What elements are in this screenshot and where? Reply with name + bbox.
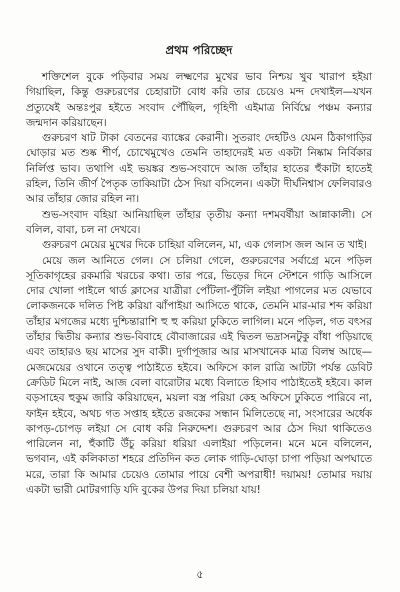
body-text bbox=[26, 70, 372, 498]
paragraph: শুভ-সংবাদ বহিয়া আনিয়াছিল তাঁহার তৃতীয় কন্যা দশমবর্ষীয়া আন্নাকালী। সে বলিল, বাবা, চল না দেখবে। bbox=[26, 208, 372, 236]
paragraph: গুরুচরণ মেয়ের মুখের দিকে চাহিয়া বলিলেন, মা, এক গেলাস জল আন ত খাই। bbox=[42, 239, 367, 252]
paragraph: মেয়ে জল আনিতে গেল। সে চলিয়া গেলে, গুরুচরণের সর্বাগ্রে মনে পড়িল সূতিকাগৃহের রকমারি খরচের কথা। তার পরে, ভিড়ের দিনে স্টেশনে গাড়ি আসিলে দোর খোলা পাইলে থার্ড ক্লাসের যাত্রীরা পোঁটলা-পুঁটলি লইয়া পাগলের মত যেভাবে লোকজনকে দলিত পিষ্ট করিয়া ঝাঁপাইয়া আসিতে থাকে, তেমনি মার-মার শব্দ করিয়া তাঁহার মগজের মধ্যে দুশ্চিন্তারাশি হু হু করিয়া ঢুকিতে লাগিল। মনে পড়িল, গত বৎসর তাঁহার দ্বিতীয় কন্যার শুভ-বিবাহে বৌবাজারের এই দ্বিতল ভদ্রাসনটুকু বাঁধা পড়িয়াছে এবং তাহারও ছয় মাসের সুদ বাকী। দুর্গাপূজার আর মাসখানেক মাত্র বিলম্ব আছে—মেজমেয়ের ওখানে তত্ত্ব পাঠাইতে হইবে। অফিসে কাল রাত্রি আটটা পর্যন্ত ডেবিট ক্রেডিট মিলে নাই, আজ বেলা বারোটার মধ্যে বিলাতে হিসাব পাঠাইতেই হইবে। কাল বড়সাহেব হুকুম জারি করিয়াছেন, ময়লা বস্ত্র পরিয়া কেহ অফিসে ঢুকিতে পারিবে না, ফাইন হইবে, অথচ গত সপ্তাহ হইতে রজকের সন্ধান মিলিতেছে না, সংসারের অর্ধেক কাপড়-চোপড় লইয়া সে বোধ করি নিরুদ্দেশ। গুরুচরণ আর ঠেস দিয়া থাকিতেও পারিলেন না, হুঁকাটি উঁচু করিয়া ধরিয়া এলাইয়া পড়িলেন। মনে মনে বলিলেন, ভগবান, এই কলিকাতা শহরে প্রতিদিন কত লোক গাড়ি-ঘোড়া চাপা পড়িয়া অপঘাতে মরে, তারা কি আমার চেয়েও তোমার পায়ে বেশী অপরাধী! দয়াময়! তোমার দয়ায় একটা ভারী মোটরগাড়ি যদি বুকের উপর দিয়া চলিয়া যায়! bbox=[26, 254, 372, 497]
page-number: ৫ bbox=[196, 568, 204, 581]
chapter-title: প্রথম পরিচ্ছেদ bbox=[165, 43, 233, 57]
paragraph: গুরুচরণ ষাট টাকা বেতনের ব্যাঙ্কের কেরানী। সুতরাং দেহটিও যেমন ঠিকাগাড়ির ঘোড়ার মত শুষ্ক শীর্ণ, চোখেমুখেও তেমনি তাহাদেরই মত একটা নিষ্কাম নির্বিকার নির্লিপ্ত ভাব। তথাপি এই ভয়ঙ্কর শুভ-সংবাদে আজ তাঁহার হাতের হুঁকাটা হাতেই রহিল, তিনি জীর্ণ পৈতৃক তাকিয়াটা ঠেস দিয়া বসিলেন। একটা দীর্ঘনিশ্বাস ফেলিবারও আর তাঁহার জোর রহিল না। bbox=[26, 132, 372, 206]
paragraph: শক্তিশেল বুকে পড়িবার সময় লক্ষ্মণের মুখের ভাব নিশ্চয় খুব খারাপ হইয়া গিয়াছিল, কিন্তু গুরুচরণের চেহারাটা বোধ করি তার চেয়েও মন্দ দেখাইল—যখন প্রত্যুষেই অন্তঃপুর হইতে সংবাদ পৌঁছিল, গৃহিণী এইমাত্র নির্বিঘ্নে পঞ্চম কন্যার জন্মদান করিয়াছেন। bbox=[26, 71, 372, 129]
